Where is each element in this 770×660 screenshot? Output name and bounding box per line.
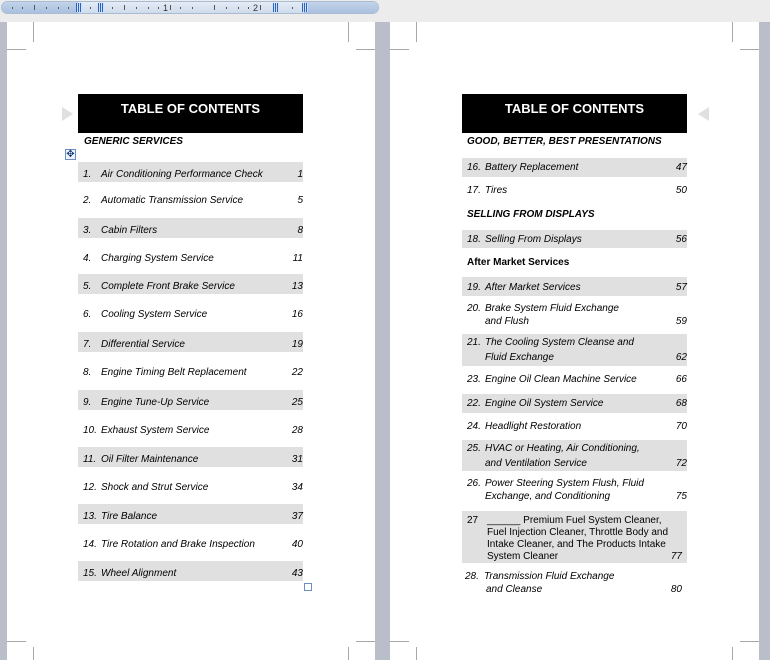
- toc-entry[interactable]: 26. Power Steering System Flush, Fluid Exchange, and Conditioning 75: [467, 478, 687, 502]
- toc-entry[interactable]: 21. The Cooling System Cleanse and Fluid Exchange 62: [462, 334, 687, 366]
- ruler-label-1: 1: [163, 3, 169, 13]
- entry-page: 8: [297, 225, 303, 236]
- entry-page: 62: [675, 352, 687, 363]
- entry-title: Charging System Service: [101, 253, 214, 264]
- toc-header: TABLE OF CONTENTS: [462, 94, 687, 133]
- toc-header: TABLE OF CONTENTS: [78, 94, 303, 133]
- entry-page: 22: [291, 367, 303, 378]
- entry-page: 13: [291, 281, 303, 292]
- toc-entry[interactable]: [78, 162, 303, 182]
- entry-number: 1.: [83, 169, 92, 180]
- entry-title: Complete Front Brake Service: [101, 281, 235, 292]
- entry-title-cont: Fluid Exchange: [485, 352, 554, 363]
- entry-title: Power Steering System Flush, Fluid: [485, 478, 644, 489]
- entry-page: 40: [291, 539, 303, 550]
- entry-title: Tire Balance: [101, 511, 158, 522]
- entry-page: 31: [291, 454, 303, 465]
- ruler-right-margin: [304, 2, 379, 13]
- toc-entry[interactable]: [78, 302, 303, 322]
- entry-number: 7.: [83, 339, 92, 350]
- entry-page: 59: [675, 316, 687, 327]
- toc-entry[interactable]: [78, 218, 303, 238]
- section-heading: After Market Services: [467, 257, 570, 268]
- entry-title: Engine Timing Belt Replacement: [101, 367, 247, 378]
- entry-page: 43: [291, 568, 303, 579]
- entry-page: 47: [675, 162, 687, 173]
- toc-entry[interactable]: 20. Brake System Fluid Exchange and Flush 59: [467, 303, 687, 327]
- toc-entry[interactable]: [78, 188, 303, 208]
- toc-entry[interactable]: [78, 418, 303, 438]
- page-nav-arrow-icon: [698, 107, 709, 121]
- toc-entry[interactable]: [78, 246, 303, 266]
- tab-marker[interactable]: [98, 3, 104, 12]
- section-heading: GENERIC SERVICES: [84, 136, 183, 147]
- entry-title: Differential Service: [101, 339, 185, 350]
- entry-number: 2.: [83, 195, 92, 206]
- entry-page: 16: [291, 309, 303, 320]
- entry-title: After Market Services: [485, 282, 581, 293]
- entry-number: 6.: [83, 309, 92, 320]
- page-nav-arrow-icon: [62, 107, 73, 121]
- entry-title-cont: and Flush: [485, 316, 529, 327]
- entry-title-cont: and Cleanse: [486, 584, 543, 595]
- toc-entry[interactable]: 28. Transmission Fluid Exchange and Cleanse 80: [465, 571, 682, 595]
- toc-entry[interactable]: [78, 332, 303, 352]
- toc-entry[interactable]: 18. Selling From Displays 56: [462, 230, 687, 248]
- entry-title: Exhaust System Service: [101, 425, 210, 436]
- entry-page: 1: [297, 169, 303, 180]
- entry-title: Cooling System Service: [101, 309, 208, 320]
- entry-title-cont: System Cleaner: [487, 551, 559, 562]
- entry-title: The Cooling System Cleanse and: [485, 337, 634, 348]
- entry-page: 70: [675, 421, 687, 432]
- entry-title: Transmission Fluid Exchange: [484, 571, 615, 582]
- toc-entry[interactable]: 27 ______ Premium Fuel System Cleaner, Fuel Injection Cleaner, Throttle Body and Intake Cleaner, and The Products Intake System Cleaner 77: [462, 511, 687, 563]
- entry-page: 72: [675, 458, 687, 469]
- right-indent-marker[interactable]: [302, 3, 308, 12]
- entry-number: 4.: [83, 253, 92, 264]
- tab-marker[interactable]: [273, 3, 279, 12]
- toc-entry[interactable]: 24. Headlight Restoration 70: [467, 421, 687, 432]
- document-page-left[interactable]: [7, 22, 375, 660]
- ruler-bar: [0, 0, 770, 22]
- entry-number: 10.: [83, 425, 97, 436]
- entry-page: 77: [670, 551, 682, 562]
- document-page-right[interactable]: [390, 22, 759, 660]
- ruler-left-margin: [2, 2, 78, 13]
- toc-entry[interactable]: [78, 274, 303, 294]
- entry-title: Selling From Displays: [485, 234, 582, 245]
- entry-title: Engine Oil System Service: [485, 398, 604, 409]
- entry-title: Wheel Alignment: [101, 568, 177, 579]
- entry-page: 66: [675, 374, 687, 385]
- toc-entry[interactable]: 23. Engine Oil Clean Machine Service 66: [467, 374, 687, 385]
- entry-title: Oil Filter Maintenance: [101, 454, 199, 465]
- toc-entry[interactable]: [78, 561, 303, 581]
- toc-entry[interactable]: [78, 447, 303, 467]
- entry-title: Engine Tune-Up Service: [101, 397, 210, 408]
- entry-page: 75: [675, 491, 687, 502]
- entry-number: 14.: [83, 539, 97, 550]
- entry-number: 13.: [83, 511, 97, 522]
- toc-entry[interactable]: 25. HVAC or Heating, Air Conditioning, and Ventilation Service 72: [462, 440, 687, 471]
- toc-entry[interactable]: 19. After Market Services 57: [462, 277, 687, 296]
- entry-title-cont: Exchange, and Conditioning: [485, 491, 611, 502]
- entry-title-cont: Intake Cleaner, and The Products Intake: [487, 539, 666, 550]
- entry-title-cont: and Ventilation Service: [485, 458, 587, 469]
- toc-entry[interactable]: 17. Tires 50: [467, 185, 687, 196]
- table-resize-handle[interactable]: [304, 583, 312, 591]
- section-heading: SELLING FROM DISPLAYS: [467, 209, 595, 220]
- entry-title: Headlight Restoration: [485, 421, 582, 432]
- entry-title: HVAC or Heating, Air Conditioning,: [485, 443, 640, 454]
- entry-title: Tire Rotation and Brake Inspection: [101, 539, 255, 550]
- entry-title: Engine Oil Clean Machine Service: [485, 374, 637, 385]
- entry-title: Tires: [485, 185, 508, 196]
- toc-entry[interactable]: [78, 532, 303, 552]
- entry-page: 11: [292, 253, 303, 264]
- section-heading: GOOD, BETTER, BEST PRESENTATIONS: [467, 136, 662, 147]
- left-indent-marker[interactable]: [76, 3, 82, 12]
- table-move-handle-icon[interactable]: ✥: [66, 149, 75, 160]
- entry-title-cont: Fuel Injection Cleaner, Throttle Body and: [487, 527, 669, 538]
- toc-entry[interactable]: [78, 360, 303, 380]
- entry-title: Automatic Transmission Service: [101, 195, 244, 206]
- entry-page: 80: [670, 584, 682, 595]
- toc-entry[interactable]: 16. Battery Replacement 47: [462, 158, 687, 177]
- entry-page: 50: [675, 185, 687, 196]
- entry-number: 15.: [83, 568, 97, 579]
- entry-title: Air Conditioning Performance Check: [101, 169, 263, 180]
- entry-title: Cabin Filters: [101, 225, 158, 236]
- entry-number: 5.: [83, 281, 92, 292]
- entry-number: 11.: [83, 454, 97, 465]
- entry-page: 25: [291, 397, 303, 408]
- entry-page: 28: [291, 425, 303, 436]
- entry-number: 9.: [83, 397, 92, 408]
- entry-page: 19: [291, 339, 303, 350]
- toc-entry[interactable]: [78, 475, 303, 495]
- horizontal-ruler[interactable]: [1, 1, 379, 14]
- entry-page: 5: [297, 195, 303, 206]
- ruler-label-2: 2: [253, 3, 259, 13]
- entry-title: ______ Premium Fuel System Cleaner,: [487, 515, 662, 526]
- entry-title: Shock and Strut Service: [101, 482, 209, 493]
- entry-page: 68: [675, 398, 687, 409]
- entry-number: 8.: [83, 367, 92, 378]
- entry-page: 57: [675, 282, 687, 293]
- entry-number: 12.: [83, 482, 97, 493]
- entry-number: 3.: [83, 225, 92, 236]
- entry-page: 34: [291, 482, 303, 493]
- entry-title: Battery Replacement: [485, 162, 579, 173]
- toc-entry[interactable]: [78, 504, 303, 524]
- toc-entry[interactable]: [78, 390, 303, 410]
- entry-title: Brake System Fluid Exchange: [485, 303, 619, 314]
- toc-entry[interactable]: 22. Engine Oil System Service 68: [462, 394, 687, 413]
- entry-page: 56: [675, 234, 687, 245]
- entry-page: 37: [291, 511, 303, 522]
